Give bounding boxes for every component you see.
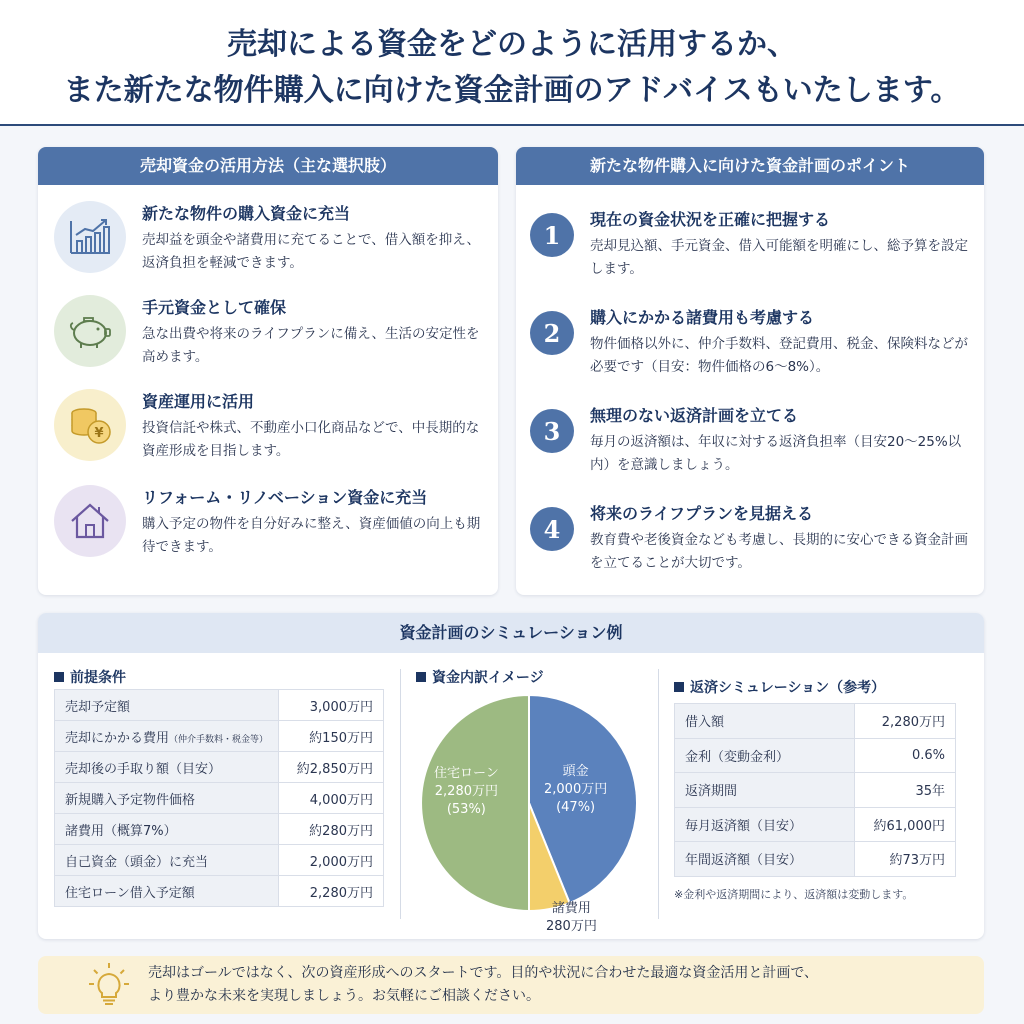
bar-chart-growth-icon [54,201,126,273]
point-title: 将来のライフプランを見据える [590,504,814,523]
point-title: 無理のない返済計画を立てる [590,406,799,425]
row-label: 金利（変動金利） [675,738,855,773]
row-value: 4,000万円 [279,783,384,814]
point-item [528,305,978,395]
lightbulb-icon [88,962,130,1012]
point-item [528,501,978,591]
point-number-badge: 2 [530,311,574,355]
point-title: 購入にかかる諸費用も考慮する [590,308,815,327]
point-number-badge: 4 [530,507,574,551]
repayment-note: ※金利や返済期間により、返済額は変動します。 [674,888,914,901]
piggy-bank-icon [54,295,126,367]
row-label: 売却予定額 [55,690,279,721]
row-label: 年間返済額（目安） [675,842,855,877]
row-label: 住宅ローン借入予定額 [55,876,279,907]
pie-label-fees: 諸費用 280万円 [546,901,597,934]
row-label: 売却にかかる費用（仲介手数料・税金等） [55,721,279,752]
row-label: 売却後の手取り額（目安） [55,752,279,783]
row-label: 自己資金（頭金）に充当 [55,845,279,876]
headline-line-1: 売却による資金をどのように活用するか、 [227,27,797,62]
simulation-card [38,613,984,939]
row-value: 2,000万円 [279,845,384,876]
row-value: 3,000万円 [279,690,384,721]
point-desc: 教育費や老後資金なども考慮し、長期的に安心できる資金計画を立てることが大切です。 [590,532,968,571]
use-item-desc: 投資信託や株式、不動産小口化商品などで、中長期的な資産形成を目指します。 [142,420,480,459]
row-value: 約61,000円 [855,807,956,842]
row-value: 35年 [855,773,956,808]
page-header [0,0,1024,126]
table-row [675,738,956,773]
point-item [528,207,978,297]
repayment-section-title: 返済シミュレーション（参考） [674,677,885,697]
use-item-title: 新たな物件の購入資金に充当 [142,204,351,223]
svg-text:¥: ¥ [94,426,104,441]
premise-section-title: 前提条件 [54,667,126,687]
headline-line-2: また新たな物件購入に向けた資金計画のアドバイスもいたします。 [63,73,961,108]
row-value: 約280万円 [279,814,384,845]
row-value: 約73万円 [855,842,956,877]
divider [658,669,659,919]
row-label: 毎月返済額（目安） [675,807,855,842]
use-item-purchase [54,201,484,291]
use-item-renovation [54,485,484,575]
row-value: 2,280万円 [855,704,956,739]
table-row [675,842,956,877]
table-row [55,690,384,721]
point-desc: 物件価格以外に、仲介手数料、登記費用、税金、保険料などが必要です（目安：物件価格の6〜8%）。 [590,336,968,375]
table-row [55,721,384,752]
use-item-title: 資産運用に活用 [142,392,255,411]
use-item-investment [54,389,484,479]
table-row [675,773,956,808]
points-card-title: 新たな物件購入に向けた資金計画のポイント [516,147,984,185]
repayment-table [674,703,956,877]
row-value: 約2,850万円 [279,752,384,783]
use-item-cash-reserve [54,295,484,385]
table-row [55,783,384,814]
row-value: 0.6% [855,738,956,773]
square-bullet-icon [416,672,426,682]
point-number-badge: 1 [530,213,574,257]
breakdown-section-title: 資金内訳イメージ [416,667,544,687]
pie-label-down-payment: 頭金 2,000万円 (47%) [544,764,608,815]
divider [400,669,401,919]
use-item-desc: 急な出費や将来のライフプランに備え、生活の安定性を高めます。 [142,326,480,365]
closing-text: 売却はゴールではなく、次の資産形成へのスタートです。目的や状況に合わせた最適な資金活用と計画で、 より豊かな未来を実現しましょう。お気軽にご相談ください。 [148,965,819,1004]
row-value: 約150万円 [279,721,384,752]
table-row [675,704,956,739]
table-row [55,752,384,783]
table-row [55,845,384,876]
use-item-desc: 購入予定の物件を自分好みに整え、資産価値の向上も期待できます。 [142,516,481,555]
use-item-title: リフォーム・リノベーション資金に充当 [142,488,428,507]
row-label: 借入額 [675,704,855,739]
table-row [55,876,384,907]
point-desc: 売却見込額、手元資金、借入可能額を明確にし、総予算を設定します。 [590,238,968,277]
row-label: 新規購入予定物件価格 [55,783,279,814]
use-item-desc: 売却益を頭金や諸費用に充てることで、借入額を抑え、返済負担を軽減できます。 [142,232,481,271]
uses-card-title: 売却資金の活用方法（主な選択肢） [38,147,498,185]
row-label: 返済期間 [675,773,855,808]
square-bullet-icon [54,672,64,682]
coins-yen-icon [54,389,126,461]
row-value: 2,280万円 [279,876,384,907]
house-icon [54,485,126,557]
point-item [528,403,978,493]
table-row [675,807,956,842]
premise-table [54,689,384,907]
point-desc: 毎月の返済額は、年収に対する返済負担率（目安20〜25%以内）を意識しましょう。 [590,434,962,473]
uses-card [38,147,498,595]
square-bullet-icon [674,682,684,692]
simulation-title: 資金計画のシミュレーション例 [38,613,984,653]
points-card [516,147,984,595]
closing-message [38,956,984,1014]
point-number-badge: 3 [530,409,574,453]
use-item-title: 手元資金として確保 [142,298,287,317]
point-title: 現在の資金状況を正確に把握する [590,210,831,229]
pie-label-loan: 住宅ローン 2,280万円 (53%) [434,766,499,817]
table-row [55,814,384,845]
row-label: 諸費用（概算7%） [55,814,279,845]
